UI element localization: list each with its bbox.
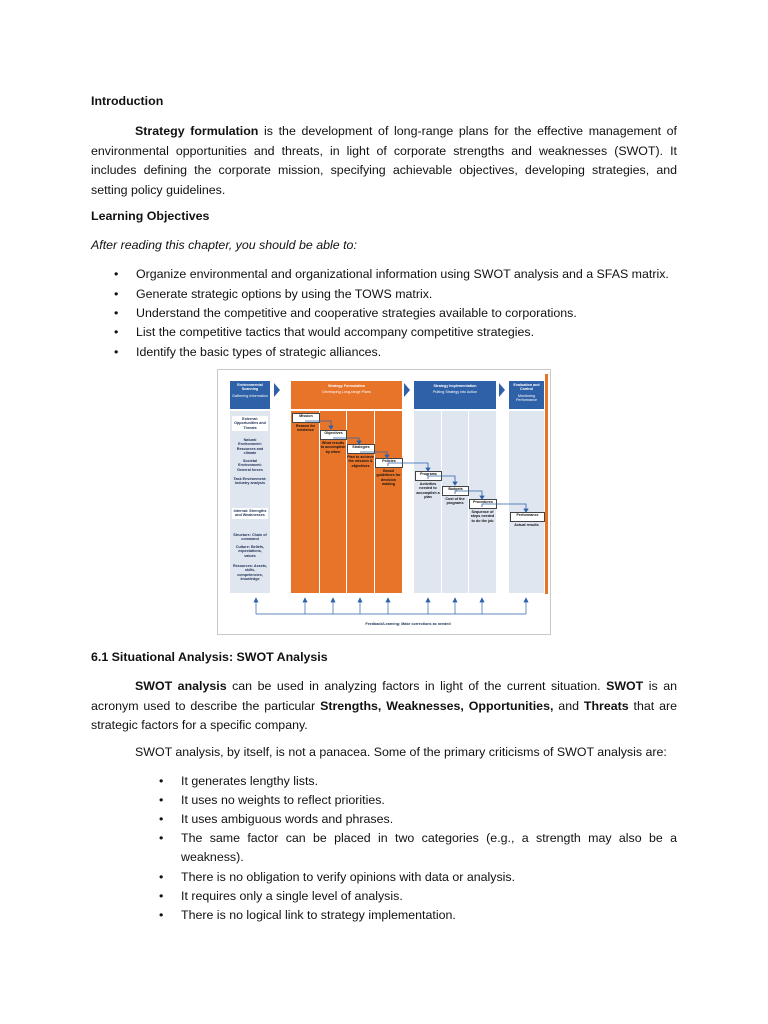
bullet-mark: • (159, 812, 164, 826)
budgets-note: Cost of the programs (445, 497, 465, 506)
bullet-mark: • (159, 889, 164, 903)
bullet-mark: • (114, 345, 119, 359)
bullet-mark: • (159, 793, 164, 807)
feedback-arrows (218, 370, 550, 634)
objectives-heading: Learning Objectives (91, 209, 210, 223)
strategy-formulation-header: Strategy Formulation Developing Long-range Plans (291, 381, 402, 409)
swot-paragraph-2: SWOT analysis, by itself, is not a panacea. Some of the primary criticisms of SWOT analysis are: (135, 745, 667, 759)
intro-paragraph (91, 122, 677, 200)
bullet-mark: • (114, 325, 119, 339)
societal-env-label: Societal Environment: General forces (237, 459, 263, 472)
programs-box: Programs (415, 471, 442, 481)
culture-label: Culture: Beliefs, expectations, values (235, 545, 265, 558)
policies-box: Policies (375, 458, 403, 468)
bullet-mark: • (114, 306, 119, 320)
intro-heading: Introduction (91, 94, 164, 108)
swot-heading: 6.1 Situational Analysis: SWOT Analysis (91, 650, 328, 664)
objectives-box: Objectives (320, 430, 347, 440)
strategic-management-figure (217, 369, 551, 635)
task-env-label: Task Environment: Industry analysis (233, 477, 267, 486)
bullet-mark: • (114, 287, 119, 301)
programs-note: Activities needed to accomplish a plan (416, 482, 440, 499)
procedures-box: Procedures (469, 499, 497, 509)
natural-env-label: Natural Environment: Resources and climate (236, 438, 264, 455)
procedures-note: Sequence of steps needed to do the job (470, 510, 495, 523)
bullet-mark: • (159, 774, 164, 788)
criticism-continuation: weakness). (181, 850, 244, 864)
swot-paragraph-1: SWOT analysis can be used in analyzing factors in light of the current situation. SWOT is an acronym used to describe the particular Strengths, Weaknesses, Opportunities, and Threats that are strategic factors for a specific company. (91, 679, 677, 732)
intro-bold-term: Strategy formulation (135, 124, 259, 138)
objectives-note: What results to accomplish by when (320, 441, 346, 454)
bullet-mark: • (114, 267, 119, 281)
feedback-label: Feedback/Learning: Make corrections as needed (365, 622, 451, 626)
strategy-implementation-header: Strategy Implementation Putting Strategy into Action (414, 381, 496, 409)
budgets-box: Budgets (442, 486, 469, 496)
performance-box: Performance (510, 512, 545, 522)
structure-label: Structure: Chain of command (233, 533, 267, 542)
env-scanning-header: Environmental Scanning Gathering Information (230, 381, 270, 409)
bullet-mark: • (159, 870, 164, 884)
bullet-mark: • (159, 831, 164, 845)
strategies-note: Plan to achieve the mission & objectives (347, 455, 374, 468)
bullet-mark: • (159, 908, 164, 922)
intro-text: is the development of long-range plans for the effective management of environmental opportunities and threats, in light of corporate strengths and weaknesses (SWOT). It includes defining the corporate mission, specifying achievable objectives, developing strategies, and setting policy guidelines. (91, 124, 678, 197)
internal-box: Internal: Strengths and Weaknesses (233, 509, 267, 518)
performance-note: Actual results (514, 523, 539, 527)
external-box: External: Opportunities and Threats (232, 416, 268, 431)
policies-note: Broad guidelines for decision making (376, 469, 401, 486)
mission-note: Reason for existence (295, 424, 316, 433)
document-page: Introduction Strategy formulation is the development of long-range plans for the effective management of environmental opportunities and threats, in light of corporate strengths and weaknesses (SWOT). It includes defining the corporate mission, specifying achievable objectives, developing strategies, and setting policy guidelines. Learning Objectives After reading this chapter, you should be able to: • Organize environmental and organizational information using SWOT analysis and a SFAS matrix. • Generate strategic options by using the TOWS matrix. • Understand the competitive and cooperative strategies available to corporations. • List the competitive tactics that would accompany competitive strategies. • Identify the basic types of strategic alliances. Environmental Scanning Gathering Information External: Opportunities and Threats Natural Environment: Resources and climate Societal Environment: General forces Task Environment: Industry analysis Internal: Strengths and Weaknesses Structure: Chain of command Culture: Beliefs, expectations, values Resources: Assets, skills, competencies, knowledge Strategy Formulation Developing Long-range Plans Mission Reason for existence Objectives What results to accomplish by when Strategies Plan to achieve the mission & objectives Policies Broad guidelines for decision making Strategy Implementation Putting Strategy into Action Programs Activities needed to accomplish a plan Budgets Cost of the programs Procedures Sequence of steps needed to do the job Evaluation and Control Monitoring Performance Performance Actual results Feedback/Learning: Make corrections as needed 6.1 Situational Analysis: SWOT Analysis SWOT analysis can be used in analyzing factors in light of the current situation. SWOT is an acronym used to describe the particular Strengths, Weaknesses, Opportunities, and Threats that are strategic factors for a specific company. SWOT analysis, by itself, is not a panacea. Some of the primary criticisms of SWOT analysis are: • It generates lengthy lists. • It uses no weights to reflect priorities. • It uses ambiguous words and phrases. • The same factor can be placed in two categories (e.g., a strength may also be a weakness). • There is no obligation to verify opinions with data or analysis. • It requires only a single level of analysis. • There is no logical link to strategy implementation. (0, 0, 768, 1024)
resources-label: Resources: Assets, skills, competencies, knowledge (232, 564, 268, 581)
evaluation-control-header: Evaluation and Control Monitoring Performance (509, 381, 544, 409)
objectives-lead: After reading this chapter, you should be able to: (91, 238, 357, 252)
strategies-box: Strategies (347, 444, 375, 454)
mission-box: Mission (292, 413, 320, 423)
